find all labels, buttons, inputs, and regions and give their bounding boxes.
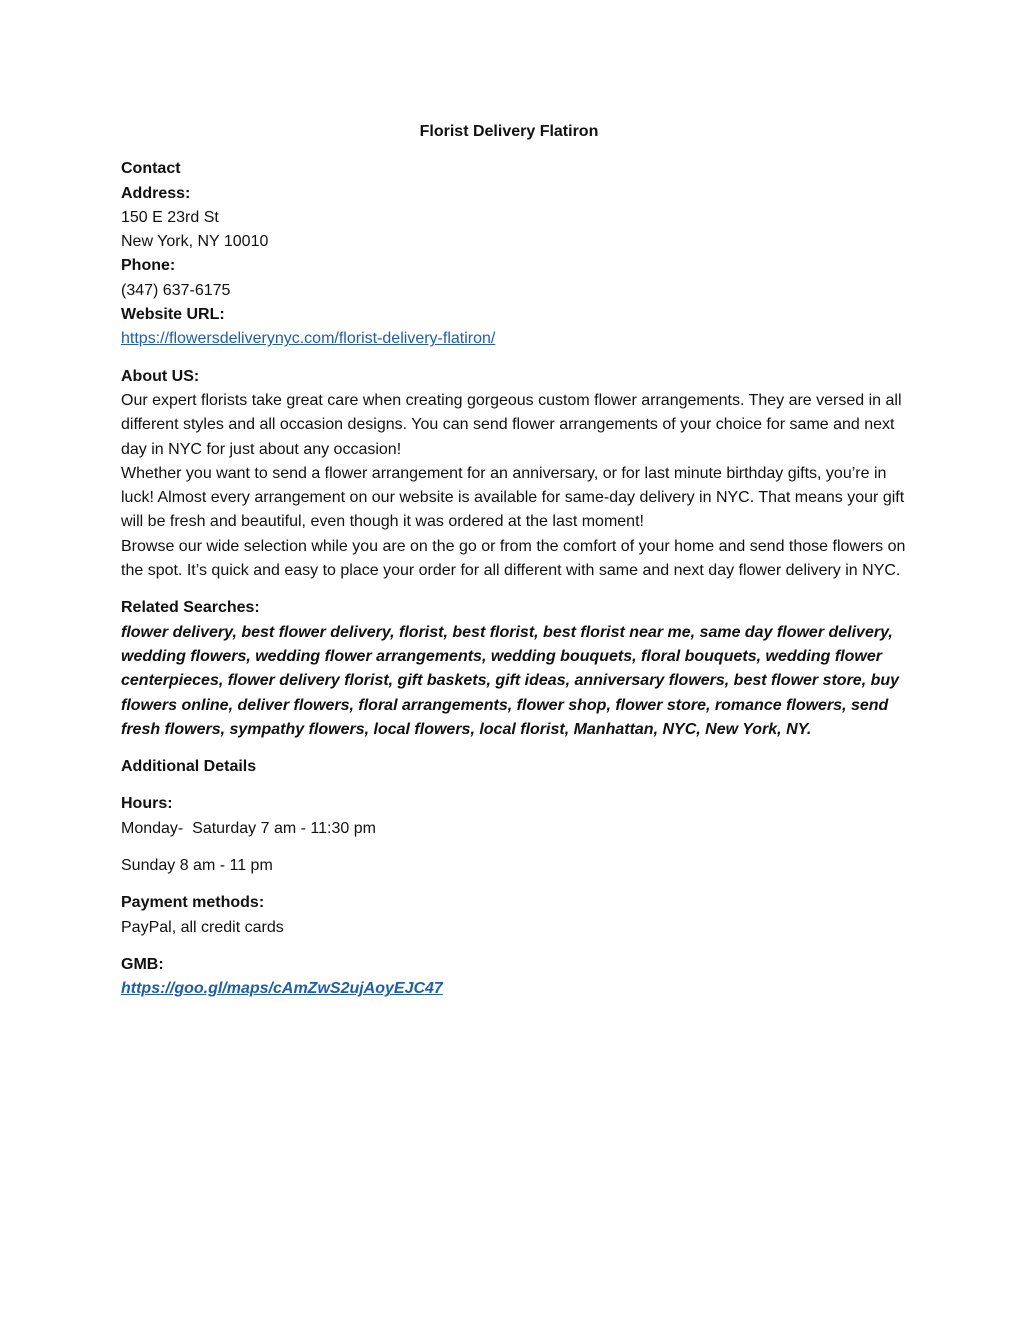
phone-label: Phone: — [121, 257, 176, 275]
hours-weekday: Monday- Saturday 7 am - 11:30 pm — [121, 819, 376, 837]
phone-number: (347) 637-6175 — [121, 281, 231, 299]
about-paragraph: Whether you want to send a flower arrangement for an anniversary, or for last minute birthday gifts, you’re in luck! Almost every arrangement on our website is available for same-day delivery in NYC. That means your gift will be fresh and beautiful, even though it was ordered at the last moment! — [121, 464, 905, 531]
address-line-1: 150 E 23rd St — [121, 208, 219, 226]
additional-details-section — [121, 755, 911, 779]
hours-section — [121, 792, 911, 841]
hours-sunday-section — [121, 854, 911, 878]
related-searches-text: flower delivery, best flower delivery, florist, best florist, best florist near me, same day flower delivery, wedding flowers, wedding flower arrangements, wedding bouquets, floral bouquets, wedding flower centerpieces, flower delivery florist, gift baskets, gift ideas, anniversary flowers, best flower store, buy flowers online, deliver flowers, floral arrangements, flower shop, flower store, romance flowers, send fresh flowers, sympathy flowers, local flowers, local florist, Manhattan, NYC, New York, NY. — [121, 623, 900, 738]
website-link[interactable]: https://flowersdeliverynyc.com/florist-delivery-flatiron/ — [121, 330, 496, 348]
about-paragraph: Our expert florists take great care when creating gorgeous custom flower arrangements. They are versed in all different styles and all occasion designs. You can send flower arrangements of your choice for same and next day in NYC for just about any occasion! — [121, 391, 902, 458]
website-label: Website URL: — [121, 306, 225, 324]
payment-section — [121, 891, 911, 940]
about-heading: About US: — [121, 367, 200, 385]
hours-label: Hours: — [121, 795, 173, 813]
about-section — [121, 365, 911, 584]
related-searches-section — [121, 596, 911, 742]
related-searches-heading: Related Searches: — [121, 599, 260, 617]
payment-methods: PayPal, all credit cards — [121, 918, 284, 936]
about-paragraph: Browse our wide selection while you are on the go or from the comfort of your home and send those flowers on the spot. It’s quick and easy to place your order for all different with same and next day flower delivery in NYC. — [121, 537, 906, 580]
gmb-section — [121, 953, 911, 1002]
document-page — [121, 120, 911, 1002]
contact-section — [121, 157, 911, 351]
payment-label: Payment methods: — [121, 894, 265, 912]
gmb-label: GMB: — [121, 955, 164, 973]
contact-heading: Contact — [121, 160, 181, 178]
additional-details-heading: Additional Details — [121, 758, 257, 776]
page-title: Florist Delivery Flatiron — [419, 123, 599, 140]
gmb-link[interactable]: https://goo.gl/maps/cAmZwS2ujAoyEJC47 — [121, 980, 443, 998]
address-label: Address: — [121, 184, 191, 202]
address-line-2: New York, NY 10010 — [121, 233, 269, 251]
hours-sunday: Sunday 8 am - 11 pm — [121, 857, 273, 875]
